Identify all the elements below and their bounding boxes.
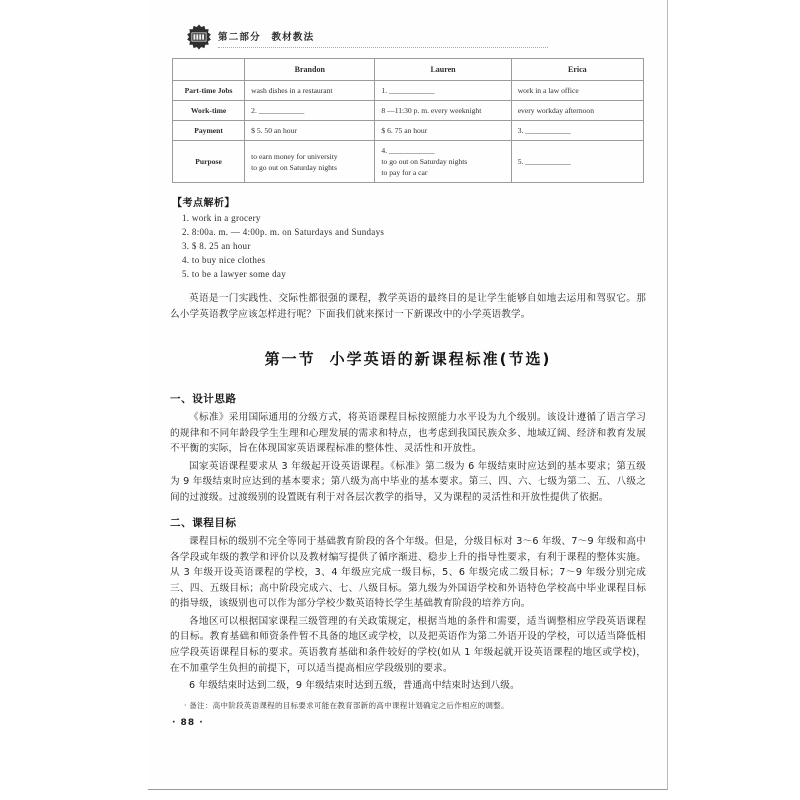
answer-item: 2. 8:00a. m. — 4:00p. m. on Saturdays and Sundays (182, 227, 385, 237)
table-row (173, 101, 644, 121)
running-head-text: 第二部分 教材教法 (218, 32, 315, 43)
document-page (148, 0, 668, 790)
cell-line: 2. ____________ (251, 106, 305, 115)
cell-line: $ 6. 75 an hour (381, 126, 428, 135)
cell-line: 8 —11:30 p. m. every weeknight (381, 106, 482, 115)
row-label: Part-time Jobs (173, 81, 245, 101)
cell-line: $ 5. 50 an hour (251, 126, 297, 135)
subsection-2-paragraph: 6 年级结束时达到二级，9 年级结束时达到五级，普通高中结束时达到八级。 (189, 680, 520, 692)
cell-line: to earn money for university (251, 151, 338, 161)
section-title (170, 348, 646, 369)
answer-item: 1. work in a grocery (182, 213, 261, 223)
table-row (173, 141, 644, 183)
table-col-brandon: Brandon (245, 59, 375, 81)
answer-item: 5. to be a lawyer some day (182, 269, 287, 279)
subsection-2-paragraph: 各地区可以根据国家课程三级管理的有关政策规定，根据当地的条件和需要，适当调整相应学段英语课程的目标。教育基础和师资条件暂不具备的地区或学校，以及把英语作为第二外语开设的学校，可以适当降低相应学段英语课程目标的要求。英语教育基础和条件较好的学校(如从 1 年级起就开设英语课程的地区或学校)，在不加重学生负担的前提下，可以适当提高相应学段级别的要求。 (170, 615, 646, 674)
row-label: Work-time (173, 101, 245, 121)
cell-lauren (375, 121, 511, 141)
listening-table-wrapper (170, 58, 646, 183)
cell-line: 1. ____________ (381, 86, 435, 95)
table-row (173, 81, 644, 101)
cell-erica (511, 81, 643, 101)
section-title-text: 小学英语的新课程标准(节选) (329, 350, 552, 369)
cell-brandon (245, 81, 375, 101)
cell-brandon (245, 141, 375, 183)
cell-line: 5. ____________ (517, 157, 571, 166)
cell-line: 4. ____________ (381, 146, 435, 155)
answer-item: 4. to buy nice clothes (182, 255, 266, 265)
cell-line: to go out on Saturday nights (251, 162, 337, 172)
table-col-erica: Erica (511, 59, 643, 81)
cell-line: 3. ____________ (517, 126, 571, 135)
cell-line: wash dishes in a restaurant (251, 86, 333, 95)
running-head-rule (218, 47, 548, 48)
intro-paragraph: 英语是一门实践性、交际性都很强的课程，教学英语的最终目的是让学生能够自如地去运用和驾驭它。那么小学英语教学应该怎样进行呢？下面我们就来探讨一下新课改中的小学英语教学。 (170, 293, 646, 320)
running-head (170, 22, 646, 52)
answer-item: 3. $ 8. 25 an hour (182, 241, 251, 251)
cell-line: to go out on Saturday nights (381, 157, 468, 166)
answer-key-title: 【考点解析】 (172, 198, 235, 209)
cell-erica (511, 121, 643, 141)
table-col-blank (173, 59, 245, 81)
row-label: Payment (173, 121, 245, 141)
subsection-1-paragraph: 《标准》采用国际通用的分级方式，将英语课程目标按照能力水平设为九个级别。该设计遵循了语言学习的规律和不同年龄段学生生理和心理发展的需求和特点，也考虑到我国民族众多、地域辽阔、经济和教育发展不平衡的实际，旨在体现国家英语课程标准的整体性、灵活性和开放性。 (170, 412, 646, 455)
cell-brandon (245, 101, 375, 121)
subsection-2-paragraph: 课程目标的级别不完全等同于基础教育阶段的各个年级。但是，分级目标对 3～6 年级、7～9 年级和高中各学段或年级的教学和评价以及教材编写提供了循序渐进、稳步上升的指导性要求，有利于课程的整体实施。从 3 年级开设英语课程的学校，3、4 年级应完成一级目标，5、6 年级完成二级目标；7～9 年级分别完成三、四、五级目标；高中阶段完成六、七、八级目标。第九级为外国语学校和外语特色学校高中毕业课程目标的指导级，该级别也可以作为部分学校少数英语特长学生基础教育阶段的培养方向。 (170, 536, 646, 610)
subsection-heading-2: 二、课程目标 (170, 517, 237, 530)
listening-task-table (172, 58, 644, 183)
gear-ornament-icon (186, 24, 212, 50)
cell-erica (511, 141, 643, 183)
subsection-1-paragraph: 国家英语课程要求从 3 年级起开设英语课程。《标准》第二级为 6 年级结束时应达到的基本要求；第五级为 9 年级结束时应达到的基本要求；第八级为高中毕业的基本要求。第三、四、六、七级为第二、五、八级之间的过渡级。过渡级别的设置既有利于对各层次教学的指导，又为课程的灵活性和开放性提供了依据。 (170, 460, 646, 503)
table-col-lauren: Lauren (375, 59, 511, 81)
section-number: 第一节 (264, 350, 316, 369)
table-header-row (173, 59, 644, 81)
cell-line: work in a law office (517, 86, 579, 95)
row-label: Purpose (173, 141, 245, 183)
cell-lauren (375, 101, 511, 121)
table-row (173, 121, 644, 141)
cell-line: every workday afternoon (517, 106, 595, 115)
cell-brandon (245, 121, 375, 141)
page-number: · 88 · (172, 717, 204, 728)
cell-line: to pay for a car (381, 168, 428, 177)
cell-erica (511, 101, 643, 121)
footnote: · 备注：高中阶段英语课程的目标要求可能在教育部新的高中课程计划确定之后作相应的调整。 (184, 700, 509, 710)
subsection-heading-1: 一、设计思路 (170, 393, 237, 406)
page-content-area (170, 22, 646, 762)
cell-lauren (375, 81, 511, 101)
cell-lauren (375, 141, 511, 183)
